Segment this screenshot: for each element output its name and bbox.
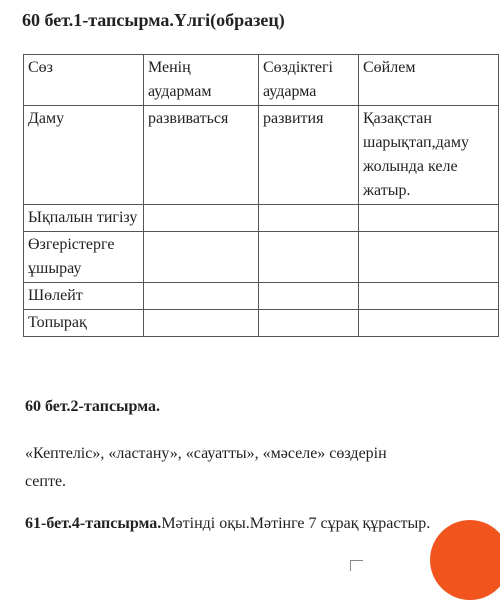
my-translation-cell — [144, 310, 259, 337]
task1-heading: 60 бет.1-тапсырма.Үлгі(образец) — [22, 10, 285, 30]
header-cell-my-translation: Менің аудармам — [144, 55, 259, 106]
task4-text: Мәтінді оқы.Мәтінге 7 сұрақ құрастыр. — [161, 515, 431, 532]
dictionary-translation-cell — [259, 205, 359, 232]
scroll-top-button[interactable] — [430, 520, 500, 600]
my-translation-cell — [144, 283, 259, 310]
dictionary-translation-cell — [259, 310, 359, 337]
header-cell-word: Сөз — [24, 55, 144, 106]
table-row — [24, 232, 499, 283]
task2-text: «Кептеліс», «ластану», «сауатты», «мәселе» сөздерін септе. — [25, 445, 387, 490]
table-row — [24, 205, 499, 232]
my-translation-cell: развиваться — [144, 106, 259, 205]
table-row — [24, 106, 499, 205]
my-translation-cell — [144, 205, 259, 232]
sentence-cell — [359, 310, 499, 337]
header-cell-sentence: Сөйлем — [359, 55, 499, 106]
sentence-cell — [359, 205, 499, 232]
sentence-cell: Қазақстан шарықтап,даму жолында келе жатыр. — [359, 106, 499, 205]
dictionary-translation-cell — [259, 232, 359, 283]
word-cell: Даму — [24, 106, 144, 205]
word-cell: Топырақ — [24, 310, 144, 337]
word-cell: Өзгерістерге ұшырау — [24, 232, 144, 283]
task2-heading: 60 бет.2-тапсырма. — [25, 398, 160, 415]
table-row — [24, 283, 499, 310]
table-header-row — [24, 55, 499, 106]
task4-heading: 61-бет.4-тапсырма. — [25, 515, 162, 532]
word-cell: Ықпалын тигізу — [24, 205, 144, 232]
words-table — [23, 54, 499, 337]
arrow-up-icon — [350, 560, 363, 571]
word-cell: Шөлейт — [24, 283, 144, 310]
dictionary-translation-cell — [259, 283, 359, 310]
task4-paragraph — [25, 510, 495, 538]
sentence-cell — [359, 283, 499, 310]
sentence-cell — [359, 232, 499, 283]
header-cell-dictionary-translation: Сөздіктегі аударма — [259, 55, 359, 106]
dictionary-translation-cell: развития — [259, 106, 359, 205]
my-translation-cell — [144, 232, 259, 283]
table-row — [24, 310, 499, 337]
